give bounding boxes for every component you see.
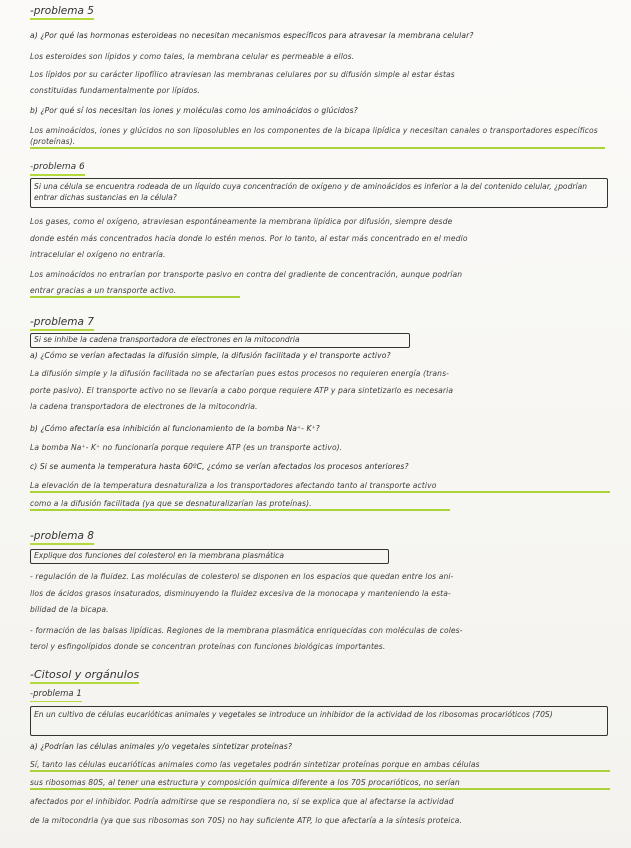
heading-problema-8: -problema 8: [30, 530, 94, 545]
heading-citosol: -Citosol y orgánulos: [30, 669, 139, 684]
answer-line: - formación de las balsas lipídicas. Regiones de la membrana plasmática enriquecidas con moléculas de coles-: [30, 626, 463, 635]
answer-line: intracelular el oxígeno no entraría.: [30, 250, 166, 259]
heading-problema-6: -problema 6: [30, 161, 85, 176]
question-line: b) ¿Por qué sí los necesitan los iones y moléculas como los aminoácidos o glúcidos?: [30, 106, 358, 115]
question-box-text: Si se inhibe la cadena transportadora de electrones en la mitocondria: [34, 335, 300, 344]
heading-problema-1: -problema 1: [30, 688, 82, 702]
answer-line: llos de ácidos grasos insaturados, disminuyendo la fluidez excesiva de la monocapa y manteniendo la esta-: [30, 589, 451, 598]
answer-line: Los aminoácidos, iones y glúcidos no son liposolubles en los componentes de la bicapa lipídica y necesitan canales o transportadores específicos (proteínas).: [30, 125, 605, 149]
answer-line: terol y esfingolípidos donde se concentran proteínas con funciones biológicas importantes.: [30, 642, 386, 651]
answer-line: afectados por el inhibidor. Podría admitirse que se respondiera no, si se explica que al afectarse la actividad: [30, 797, 454, 806]
question-line: b) ¿Cómo afectaría esa inhibición al funcionamiento de la bomba Na⁺- K⁺?: [30, 424, 320, 433]
answer-line: la cadena transportadora de electrones de la mitocondria.: [30, 402, 258, 411]
question-line: a) ¿Cómo se verían afectadas la difusión simple, la difusión facilitada y el transporte activo?: [30, 351, 391, 360]
answer-line: Los aminoácidos no entrarían por transporte pasivo en contra del gradiente de concentración, aunque podrían: [30, 270, 463, 279]
question-line: c) Si se aumenta la temperatura hasta 60ºC, ¿cómo se verían afectados los procesos anteriores?: [30, 462, 409, 471]
answer-line: La difusión simple y la difusión facilitada no se afectarían pues estos procesos no requieren energía (trans-: [30, 369, 449, 378]
question-box-text: En un cultivo de células eucarióticas animales y vegetales se introduce un inhibidor de la actividad de los ribosomas procarióticos (70S): [34, 710, 553, 719]
answer-line: La elevación de la temperatura desnaturaliza a los transportadores afectando tanto al transporte activo: [30, 481, 610, 493]
answer-line: constituidas fundamentalmente por lípidos.: [30, 86, 200, 95]
answer-line: Sí, tanto las células eucarióticas animales como las vegetales podrán sintetizar proteínas porque en ambas células: [30, 760, 610, 772]
question-line: a) ¿Podrían las células animales y/o vegetales sintetizar proteínas?: [30, 742, 292, 751]
question-line: a) ¿Por qué las hormonas esteroideas no necesitan mecanismos específicos para atravesar la membrana celular?: [30, 31, 474, 40]
answer-line: La bomba Na⁺- K⁺ no funcionaría porque requiere ATP (es un transporte activo).: [30, 443, 343, 452]
answer-line: Los gases, como el oxígeno, atraviesan espontáneamente la membrana lipídica por difusión, siempre desde: [30, 217, 453, 226]
answer-line: de la mitocondria (ya que sus ribosomas son 70S) no hay suficiente ATP, lo que afectaría a la síntesis proteica.: [30, 816, 463, 825]
answer-line: Los lípidos por su carácter lipofílico atraviesan las membranas celulares por su difusión simple al estar éstas: [30, 70, 455, 79]
answer-line: como a la difusión facilitada (ya que se desnaturalizarían las proteínas).: [30, 499, 450, 511]
question-box-text: Explique dos funciones del colesterol en la membrana plasmática: [34, 551, 285, 560]
answer-line: sus ribosomas 80S, al tener una estructura y composición química diferente a los 70S procarióticos, no serían: [30, 778, 610, 790]
question-box-text: Si una célula se encuentra rodeada de un líquido cuya concentración de oxígeno y de aminoácidos es inferior a la del contenido celular, ¿podrían entrar dichas sustancias en la célula?: [34, 182, 588, 202]
heading-problema-5: -problema 5: [30, 5, 94, 20]
heading-problema-7: -problema 7: [30, 316, 94, 331]
answer-line: bilidad de la bicapa.: [30, 605, 109, 614]
answer-line: Los esteroides son lípidos y como tales, la membrana celular es permeable a ellos.: [30, 52, 355, 61]
answer-line: entrar gracias a un transporte activo.: [30, 286, 240, 298]
answer-line: donde estén más concentrados hacia donde lo estén menos. Por lo tanto, al estar más concentrado en el medio: [30, 234, 468, 243]
answer-line: porte pasivo). El transporte activo no se llevaría a cabo porque requiere ATP y para sintetizarlo es necesaria: [30, 386, 454, 395]
answer-line: - regulación de la fluidez. Las moléculas de colesterol se disponen en los espacios que quedan entre los ani-: [30, 572, 454, 581]
